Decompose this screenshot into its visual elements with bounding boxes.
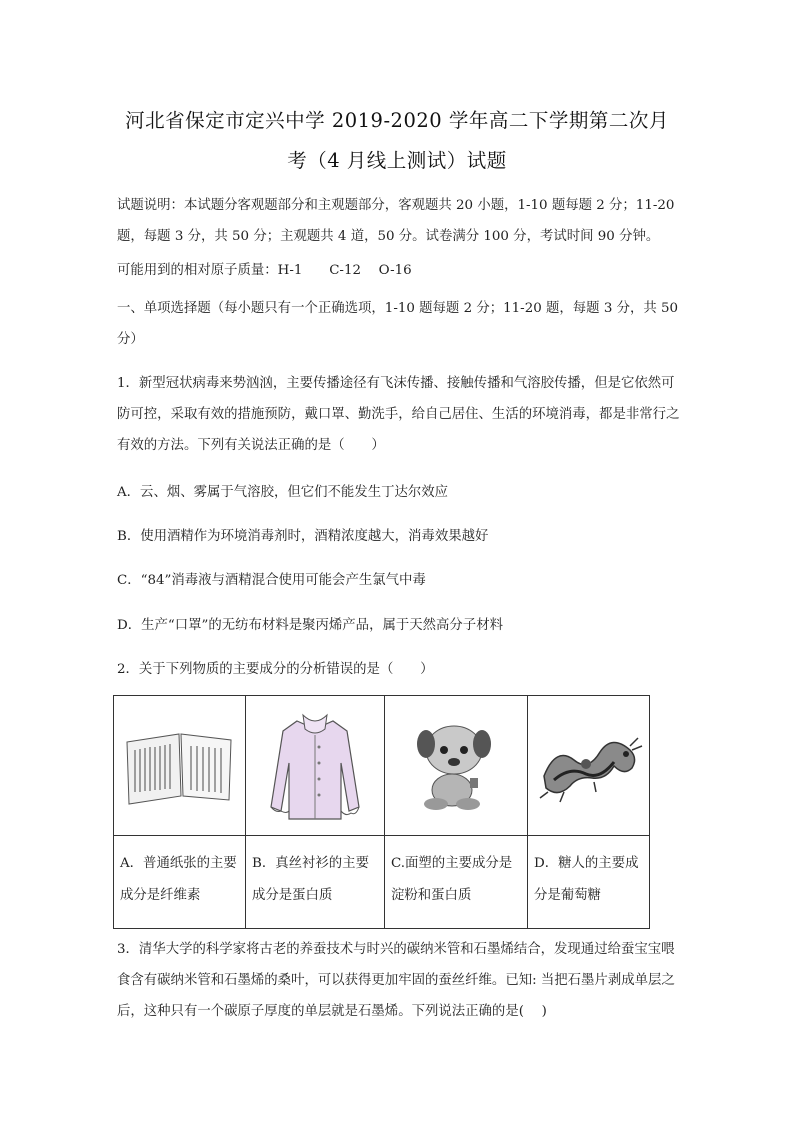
question-2-table: [113, 695, 650, 929]
question-1-option-a: A．云、烟、雾属于气溶胶，但它们不能发生丁达尔效应: [117, 485, 449, 500]
question-1-option-d: D．生产“口罩”的无纺布材料是聚丙烯产品，属于天然高分子材料: [117, 618, 503, 633]
question-1-stem: 1．新型冠状病毒来势汹汹，主要传播途径有飞沫传播、接触传播和气溶胶传播，但是它依然可防可控，采取有效的措施预防，戴口罩、勤洗手，给自己居住、生活的环境消毒，都是非常行之有效的方法。下列有关说法正确的是（ ）: [117, 376, 680, 453]
shirt-image: [246, 696, 385, 836]
paper-image: [114, 696, 246, 836]
exam-title-line2: 考（4 月线上测试）试题: [287, 149, 507, 172]
question-2-option-d: D．糖人的主要成分是葡萄糖: [528, 836, 650, 929]
sugar-dragon-image: [528, 696, 650, 836]
question-2-option-a: A．普通纸张的主要成分是纤维素: [114, 836, 246, 929]
instructions-text: 试题说明：本试题分客观题部分和主观题部分，客观题共 20 小题，1-10 题每题 2 分；11-20 题，每题 3 分，共 50 分；主观题共 4 道，50 分。试卷满分 100 分，考试时间 90 分钟。: [117, 198, 675, 244]
question-1-option-b: B．使用酒精作为环境消毒剂时，酒精浓度越大，消毒效果越好: [117, 529, 489, 544]
atomic-mass-line: 可能用到的相对原子质量：H-1 C-12 O-16: [117, 263, 412, 278]
question-2-option-b: B．真丝衬衫的主要成分是蛋白质: [246, 836, 385, 929]
exam-title-line1: 河北省保定市定兴中学 2019-2020 学年高二下学期第二次月: [125, 109, 669, 132]
question-3-stem: 3．清华大学的科学家将古老的养蚕技术与时兴的碳纳米管和石墨烯结合，发现通过给蚕宝宝喂食含有碳纳米管和石墨烯的桑叶，可以获得更加牢固的蚕丝纤维。已知: 当把石墨片剥成单层之后，这种只有一个碳原子厚度的单层就是石墨烯。下列说法正确的是( ): [117, 942, 675, 1019]
question-2-option-c: C.面塑的主要成分是淀粉和蛋白质: [385, 836, 528, 929]
question-1-option-c: C．“84”消毒液与酒精混合使用可能会产生氯气中毒: [117, 573, 426, 588]
section-heading: 一、单项选择题（每小题只有一个正确选项，1-10 题每题 2 分；11-20 题，每题 3 分，共 50 分）: [117, 301, 679, 347]
question-2-stem: 2．关于下列物质的主要成分的分析错误的是（ ）: [117, 662, 434, 677]
dough-figure-image: [385, 696, 528, 836]
